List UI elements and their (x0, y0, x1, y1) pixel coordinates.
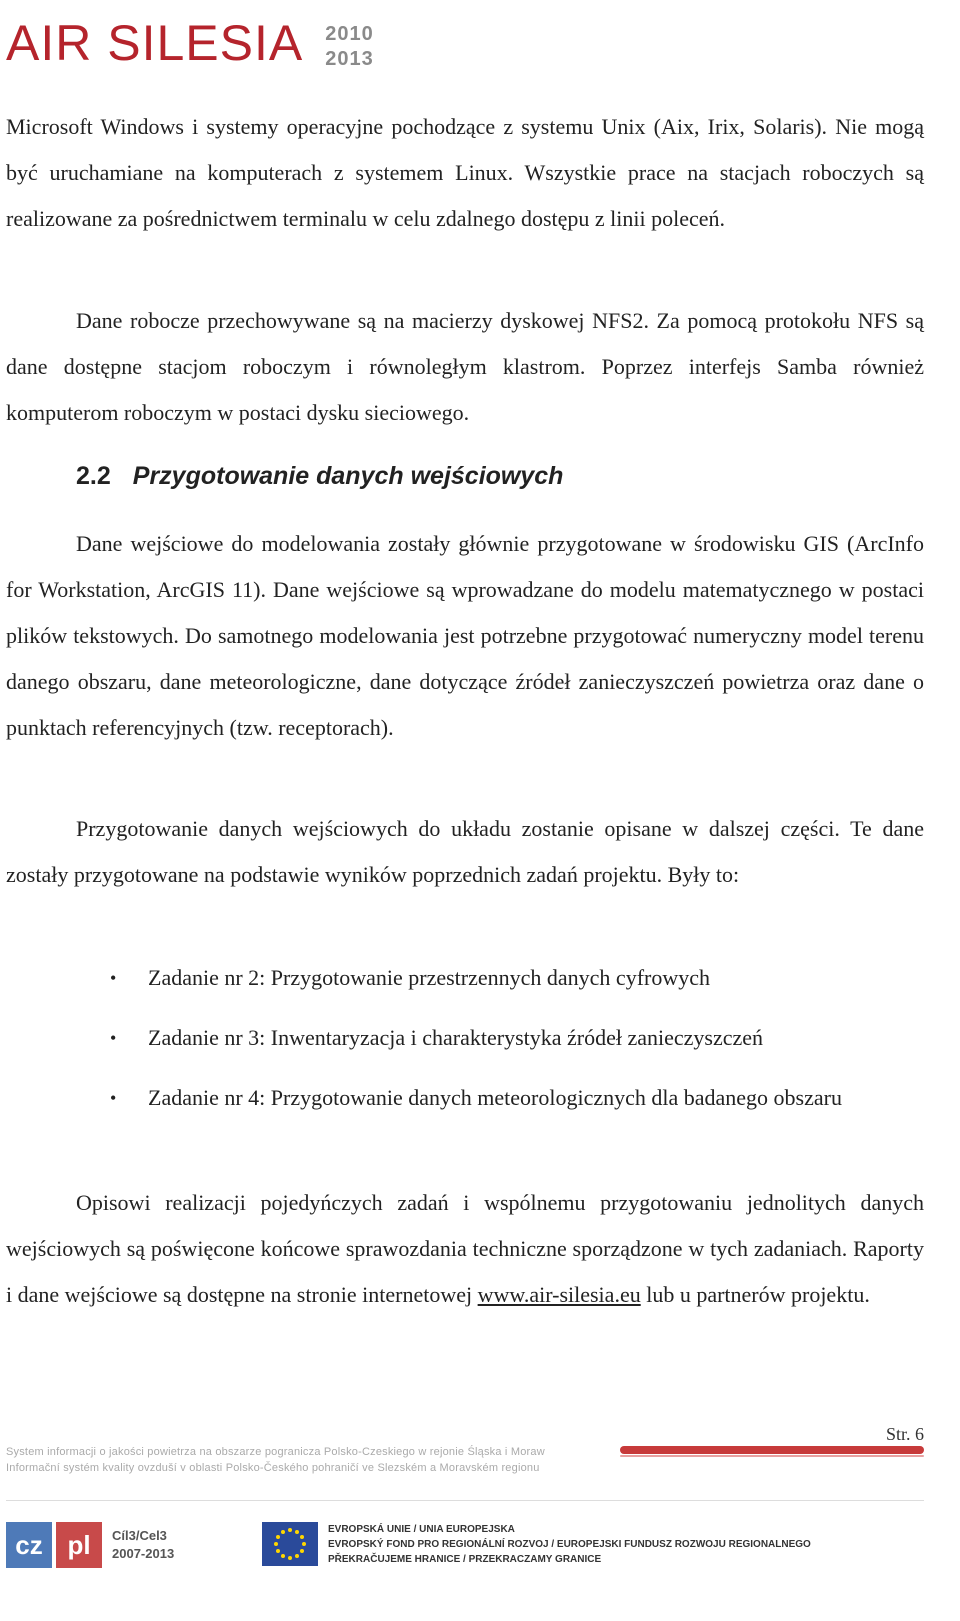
czpl-logo (6, 1522, 174, 1568)
task-text: Zadanie nr 2: Przygotowanie przestrzennych danych cyfrowych (148, 965, 710, 990)
logo-years (325, 22, 374, 72)
czpl-program-name: Cíl3/Cel3 (112, 1528, 167, 1543)
paragraph-1: Microsoft Windows i systemy operacyjne pochodzące z systemu Unix (Aix, Irix, Solaris). Nie mogą być uruchamiane na komputerach z systemem Linux. Wszystkie prace na stacjach roboczych są realizowane za pośrednictwem terminalu w celu zdalnego dostępu z linii poleceń. (6, 114, 924, 231)
section-heading (76, 462, 563, 491)
footer-red-bar (620, 1446, 924, 1454)
footer-divider (6, 1500, 924, 1501)
paragraph-4-text: Przygotowanie danych wejściowych do układu zostanie opisane w dalszej części. Te dane zostały przygotowane na podstawie wyników poprzednich zadań projektu. Były to: (6, 816, 924, 887)
footer-red-bar-shadow (620, 1455, 924, 1457)
task-text: Zadanie nr 3: Inwentaryzacja i charakterystyka źródeł zanieczyszczeń (148, 1025, 764, 1050)
task-text: Zadanie nr 4: Przygotowanie danych meteorologicznych dla badanego obszaru (148, 1085, 842, 1110)
logo-text: AIR SILESIA (6, 15, 304, 71)
task-list (0, 955, 924, 1135)
logo-year-end: 2013 (325, 48, 374, 70)
czpl-program-text (112, 1527, 174, 1563)
eu-line-1: EVROPSKÁ UNIE / UNIA EUROPEJSKA (328, 1524, 515, 1535)
paragraph-5-text: Opisowi realizacji pojedyńczych zadań i wspólnemu przygotowaniu jednolitych danych wejściowych są poświęcone końcowe sprawozdania techniczne sporządzone w tych zadaniach. Raporty i dane wejściowe są dostępne na stronie internetowej (6, 1190, 924, 1307)
paragraph-5-tail: lub u partnerów projektu. (640, 1282, 870, 1307)
website-link[interactable]: www.air-silesia.eu (477, 1282, 641, 1307)
eu-flag-icon (262, 1522, 318, 1566)
list-item (0, 1015, 924, 1061)
eu-line-2: EVROPSKÝ FOND PRO REGIONÁLNÍ ROZVOJ / EUROPEJSKI FUNDUSZ ROZWOJU REGIONALNEGO (328, 1539, 811, 1550)
list-item (0, 1075, 924, 1121)
eu-line-3: PŘEKRAČUJEME HRANICE / PRZEKRACZAMY GRANICE (328, 1554, 602, 1565)
paragraph-3-text: Dane wejściowe do modelowania zostały głównie przygotowane w środowisku GIS (ArcInfo for Workstation, ArcGIS 11). Dane wejściowe są wprowadzane do modelu matematycznego w postaci plików tekstowych. Do samotnego modelowania jest potrzebne przygotować numeryczny model terenu danego obszaru, dane meteorologiczne, dane dotyczące źródeł zanieczyszczeń powietrza oraz dane o punktach referencyjnych (tzw. receptorach). (6, 531, 924, 740)
page-number: Str. 6 (885, 1424, 924, 1444)
czpl-program-years: 2007-2013 (112, 1546, 175, 1561)
footer-text-polish: System informacji o jakości powietrza na obszarze pogranicza Polsko-Czeskiego w rejonie Śląska i Moraw (6, 1446, 545, 1458)
paragraph-3 (6, 521, 924, 751)
list-item (0, 955, 924, 1001)
bullet-icon: • (110, 1028, 117, 1048)
bullet-icon: • (110, 968, 117, 988)
paragraph-2-text: Dane robocze przechowywane są na macierzy dyskowej NFS2. Za pomocą protokołu NFS są dane dostępne stacjom roboczym i równoległym klastrom. Poprzez interfejs Samba również komputerom roboczym w postaci dysku sieciowego. (6, 308, 924, 425)
footer-text-czech: Informační systém kvality ovzduší v oblasti Polsko-Českého pohraničí ve Slezském a Moravském regionu (6, 1462, 540, 1474)
paragraph-4 (6, 806, 924, 898)
paragraph-2 (6, 298, 924, 436)
eu-fund-text (328, 1522, 811, 1567)
czpl-cz-box: cz (6, 1522, 52, 1568)
bullet-icon: • (110, 1088, 117, 1108)
paragraph-5 (6, 1180, 924, 1318)
air-silesia-logo (6, 15, 374, 72)
section-number: 2.2 (76, 462, 111, 490)
czpl-pl-box: pl (56, 1522, 102, 1568)
logo-year-start: 2010 (325, 23, 374, 45)
section-title: Przygotowanie danych wejściowych (132, 462, 564, 490)
